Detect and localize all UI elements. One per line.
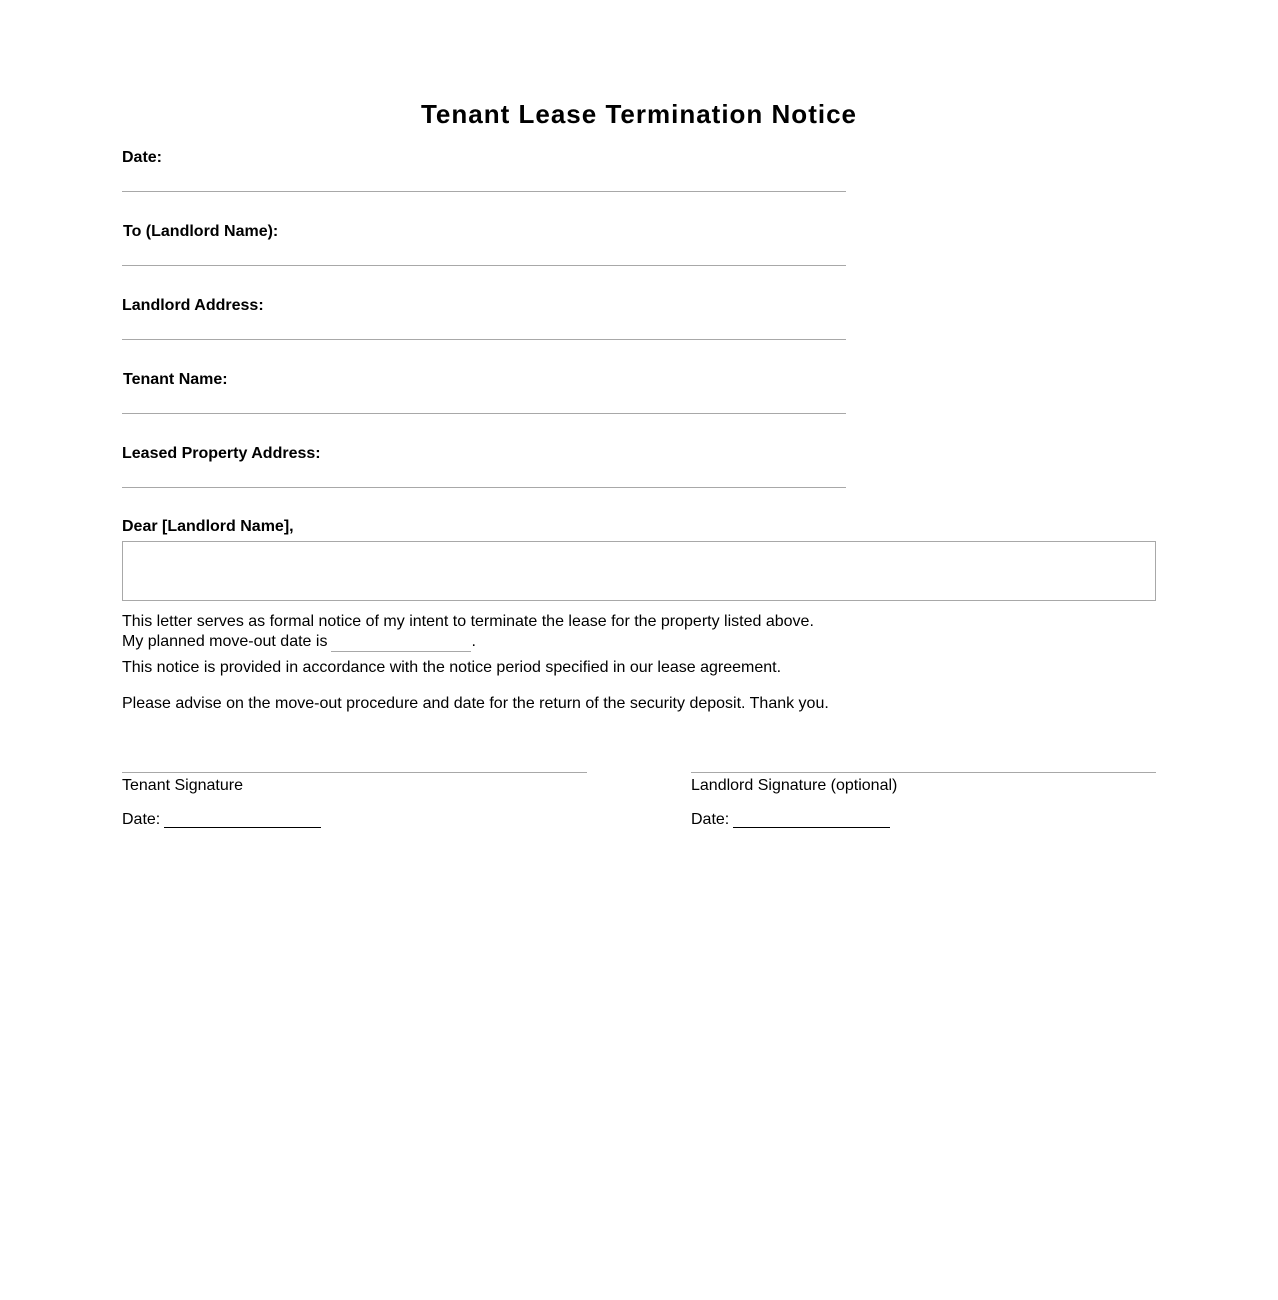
move-out-line-prefix: My planned move-out date is	[122, 633, 328, 650]
notice-paragraph-line-3: This notice is provided in accordance with the notice period specified in our lease agreement.	[122, 659, 782, 676]
landlord-address-field-label: Landlord Address:	[122, 297, 264, 314]
landlord-name-field[interactable]	[122, 265, 846, 266]
landlord-date-label: Date:	[691, 811, 730, 828]
landlord-date-row	[691, 810, 890, 830]
landlord-signature-line[interactable]	[691, 772, 1156, 773]
landlord-address-field[interactable]	[122, 339, 846, 340]
date-field[interactable]	[122, 191, 846, 192]
landlord-signature-label: Landlord Signature (optional)	[691, 777, 898, 794]
move-out-line	[122, 632, 476, 652]
tenant-name-field[interactable]	[122, 413, 846, 414]
property-address-field[interactable]	[122, 487, 846, 488]
property-address-field-label: Leased Property Address:	[122, 445, 321, 462]
date-field-label: Date:	[122, 149, 163, 166]
greeting-label: Dear [Landlord Name],	[122, 518, 294, 535]
tenant-signature-label: Tenant Signature	[122, 777, 243, 794]
tenant-date-row	[122, 810, 321, 830]
move-out-line-suffix: .	[471, 633, 476, 650]
tenant-date-label: Date:	[122, 811, 161, 828]
tenant-signature-line[interactable]	[122, 772, 587, 773]
tenant-name-field-label: Tenant Name:	[123, 371, 228, 388]
landlord-date-blank[interactable]	[733, 811, 890, 828]
greeting-text-area[interactable]	[122, 541, 1156, 601]
document-title: Tenant Lease Termination Notice	[420, 99, 857, 129]
notice-paragraph-line-4: Please advise on the move-out procedure and date for the return of the security deposit. Thank you.	[122, 695, 829, 712]
move-out-date-field[interactable]	[331, 633, 471, 652]
notice-paragraph-line-1: This letter serves as formal notice of my intent to terminate the lease for the property listed above.	[122, 613, 814, 630]
landlord-name-field-label: To (Landlord Name):	[123, 223, 279, 240]
tenant-date-blank[interactable]	[164, 811, 321, 828]
